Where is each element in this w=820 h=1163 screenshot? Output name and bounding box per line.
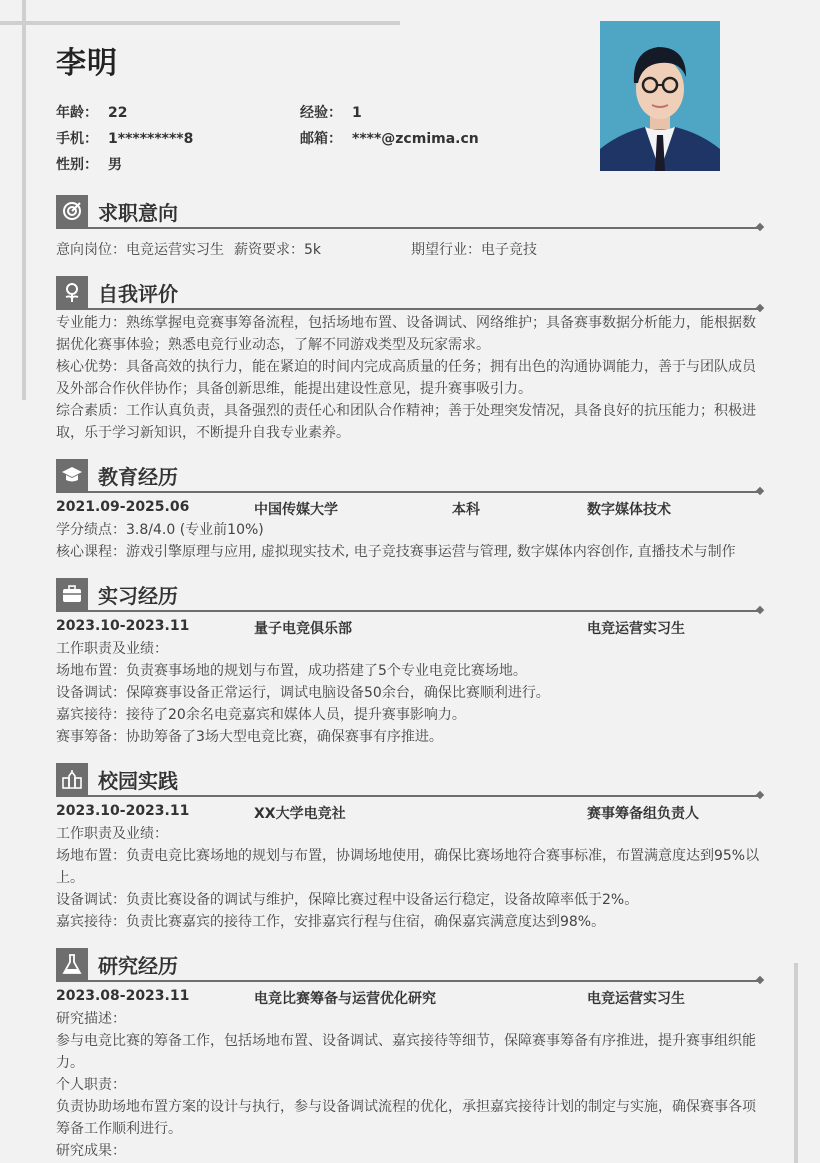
campus-period: 2023.10-2023.11 (56, 803, 190, 819)
gender-field: 性别： 男 (56, 157, 122, 173)
self-eval-paragraph: 专业能力：熟练掌握电竞赛事筹备流程，包括场地布置、设备调试、网络维护；具备赛事数据分析能力，能根据数据优化赛事体验；熟悉电竞行业动态，了解不同游戏类型及玩家需求。 (56, 315, 756, 353)
section-research (56, 948, 766, 1162)
flower-icon (56, 276, 88, 308)
research-line: 参与电竞比赛的筹备工作，包括场地布置、设备调试、嘉宾接待等细节，保障赛事筹备有序推进，提升赛事组织能力。 (56, 1033, 756, 1071)
divider-diamond (756, 606, 764, 614)
section-title: 研究经历 (98, 954, 178, 978)
campus-line: 嘉宾接待：负责比赛嘉宾的接待工作，安排嘉宾行程与住宿，确保嘉宾满意度达到98%。 (56, 914, 606, 930)
section-title: 自我评价 (98, 282, 178, 306)
divider-diamond (756, 976, 764, 984)
degree: 本科 (452, 502, 480, 518)
expected-industry: 期望行业：电子竞技 (411, 242, 537, 258)
campus-line: 设备调试：负责比赛设备的调试与维护，保障比赛过程中设备运行稳定，设备故障率低于2%。 (56, 892, 639, 908)
target-icon (56, 195, 88, 227)
decorative-bar-right (794, 963, 798, 1163)
self-eval-paragraph: 核心优势：具备高效的执行力，能在紧迫的时间内完成高质量的任务；拥有出色的沟通协调能力，善于与团队成员及外部合作伙伴协作；具备创新思维，能提出建设性意见，提升赛事吸引力。 (56, 359, 756, 397)
research-role: 电竞运营实习生 (587, 991, 685, 1007)
internship-line: 工作职责及业绩： (56, 641, 168, 657)
research-line: 负责协助场地布置方案的设计与执行，参与设备调试流程的优化，承担嘉宾接待计划的制定与实施，确保赛事各项筹备工作顺利进行。 (56, 1099, 756, 1137)
profile-photo (600, 21, 720, 171)
organization-name: XX大学电竞社 (254, 806, 346, 822)
self-eval-paragraph: 综合素质：工作认真负责，具备强烈的责任心和团队合作精神；善于处理突发情况，具备良好的抗压能力；积极进取，乐于学习新知识，不断提升自我专业素养。 (56, 403, 756, 441)
section-self-evaluation (56, 276, 766, 444)
research-line: 个人职责： (56, 1077, 126, 1093)
school-name: 中国传媒大学 (254, 502, 338, 518)
graduation-cap-icon (56, 459, 88, 491)
experience-field: 经验： 1 (300, 105, 362, 121)
campus-line: 场地布置：负责电竞比赛场地的规划与布置，协调场地使用，确保比赛场地符合赛事标准，布置满意度达到95%以上。 (56, 848, 760, 886)
education-period: 2021.09-2025.06 (56, 499, 190, 515)
section-divider (56, 308, 760, 310)
section-divider (56, 980, 760, 982)
decorative-bar-top (0, 21, 400, 25)
internship-period: 2023.10-2023.11 (56, 618, 190, 634)
briefcase-icon (56, 578, 88, 610)
school-building-icon (56, 763, 88, 795)
section-title: 实习经历 (98, 584, 178, 608)
intended-position: 意向岗位：电竞运营实习生 (56, 242, 224, 258)
internship-line: 设备调试：保障赛事设备正常运行，调试电脑设备50余台，确保比赛顺利进行。 (56, 685, 550, 701)
job-role: 电竞运营实习生 (587, 621, 685, 637)
flask-icon (56, 948, 88, 980)
internship-line: 嘉宾接待：接待了20余名电竞嘉宾和媒体人员，提升赛事影响力。 (56, 707, 466, 723)
research-period: 2023.08-2023.11 (56, 988, 190, 1004)
company-name: 量子电竞俱乐部 (254, 621, 352, 637)
section-divider (56, 491, 760, 493)
section-internship (56, 578, 766, 748)
email-field: 邮箱： ****@zcmima.cn (300, 131, 479, 147)
section-education (56, 459, 766, 563)
decorative-bar-left (22, 0, 26, 400)
candidate-name: 李明 (56, 46, 118, 81)
expected-salary: 薪资要求：5k (234, 242, 322, 258)
campus-role: 赛事筹备组负责人 (587, 806, 699, 822)
major: 数字媒体技术 (587, 502, 671, 518)
section-divider (56, 795, 760, 797)
section-title: 求职意向 (98, 201, 178, 225)
research-line: 研究成果： (56, 1143, 126, 1159)
research-line: 研究描述： (56, 1011, 126, 1027)
divider-diamond (756, 791, 764, 799)
project-name: 电竞比赛筹备与运营优化研究 (254, 991, 436, 1007)
internship-line: 赛事筹备：协助筹备了3场大型电竞比赛，确保赛事有序推进。 (56, 729, 443, 745)
section-divider (56, 610, 760, 612)
phone-field: 手机： 1*********8 (56, 131, 194, 147)
campus-line: 工作职责及业绩： (56, 826, 168, 842)
age-field: 年龄： 22 (56, 105, 128, 121)
section-title: 校园实践 (98, 769, 178, 793)
gpa-line: 学分绩点：3.8/4.0 (专业前10%) (56, 522, 264, 538)
section-campus-practice (56, 763, 766, 933)
divider-diamond (756, 487, 764, 495)
divider-diamond (756, 304, 764, 312)
internship-line: 场地布置：负责赛事场地的规划与布置，成功搭建了5个专业电竞比赛场地。 (56, 663, 527, 679)
section-job-intent (56, 195, 766, 259)
section-title: 教育经历 (98, 465, 178, 489)
courses-line: 核心课程：游戏引擎原理与应用, 虚拟现实技术, 电子竞技赛事运营与管理, 数字媒体内容创作, 直播技术与制作 (56, 544, 736, 560)
